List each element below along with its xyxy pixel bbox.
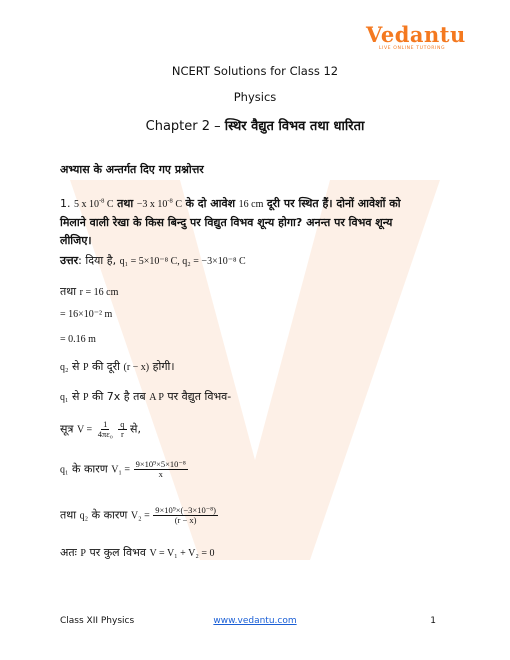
- r-meters-2: = 0.16 m: [60, 334, 96, 345]
- question-line-2: मिलाने वाली रेखा के किस बिन्दु पर विद्युत विभव शून्य होगा? अनन्त पर विभव शून्य: [60, 216, 393, 229]
- header-title: NCERT Solutions for Class 12: [171, 64, 339, 78]
- footer-website-link[interactable]: www.vedantu.com: [213, 616, 297, 626]
- answer-line-potential: q₁ से P की 7x है तब A P पर वैद्युत विभव-: [60, 390, 232, 403]
- distance-value: 16 cm: [238, 199, 264, 210]
- vedantu-logo: [366, 22, 466, 51]
- answer-line-v1: q₁ के कारण V₁ = $\frac{\text{9×10⁹×5×10⁻⁸}}{x}$: [60, 459, 186, 479]
- header-subject: Physics: [233, 90, 277, 104]
- answer-line-given: [60, 253, 246, 268]
- and-word-2: तथा: [60, 285, 77, 298]
- chapter-title: स्थिर वैद्युत विभव तथा धारिता: [224, 119, 365, 134]
- question-text-b: दूरी पर स्थित हैं। दोनों आवेशों को: [266, 197, 401, 210]
- section-title: अभ्यास के अन्तर्गत दिए गए प्रश्नोत्तर: [60, 163, 204, 176]
- answer-line-v2: तथा q₂ के कारण V₂ = $\frac{\text{9×10⁹×(−3×10⁻⁸)}}{(r - x)}$: [60, 505, 216, 525]
- answer-line-total: अतः P पर कुल विभव V = V₁ + V₂ = 0: [60, 546, 215, 559]
- r-equation: r = 16 cm: [79, 287, 119, 298]
- answer-line-r: [60, 284, 118, 299]
- and-word: तथा: [117, 197, 134, 210]
- charge-q2: −3 x $10^{-8}$ C: [136, 197, 182, 210]
- fraction-q-over-r: $\frac{q}{r}$: [120, 419, 125, 439]
- answer-line-formula: सूत्र V = $\frac{1}{\text{4πε₀}}$ $\frac{q}{r}$ से,: [60, 419, 141, 439]
- footer-page-number: 1: [430, 616, 436, 626]
- question-text-a: के दो आवेश: [185, 197, 236, 210]
- question-number: 1.: [60, 197, 71, 210]
- footer-class-label: Class XII Physics: [60, 616, 135, 626]
- fraction-constant: $\frac{1}{\text{4πε₀}}$: [97, 419, 113, 439]
- fraction-v1: $\frac{\text{9×10⁹×5×10⁻⁸}}{x}$: [135, 459, 186, 479]
- r-meters-1: = 16×10⁻² m: [60, 309, 113, 320]
- question-line-1: [60, 196, 401, 211]
- question-line-3: लीजिए।: [60, 234, 92, 247]
- given-charges: q₁ = 5×10⁻⁸ C, q₂ = −3×10⁻⁸ C: [119, 256, 246, 267]
- logo-wordmark: Vedantu: [366, 22, 466, 47]
- charge-q1: 5 x $10^{-8}$ C: [74, 197, 114, 210]
- given-text: : दिया है,: [78, 254, 117, 267]
- answer-label: उत्तर: [60, 254, 79, 267]
- chapter-heading: [0, 116, 510, 134]
- formula-word: सूत्र: [60, 422, 74, 436]
- answer-line-distance: q₂ से P की दूरी (r − x) होगी।: [60, 360, 175, 373]
- logo-tagline: LIVE ONLINE TUTORING: [378, 46, 446, 51]
- fraction-v2: $\frac{\text{9×10⁹×(−3×10⁻⁸)}}{(r - x)}$: [155, 505, 216, 525]
- chapter-prefix: Chapter 2 –: [145, 119, 225, 134]
